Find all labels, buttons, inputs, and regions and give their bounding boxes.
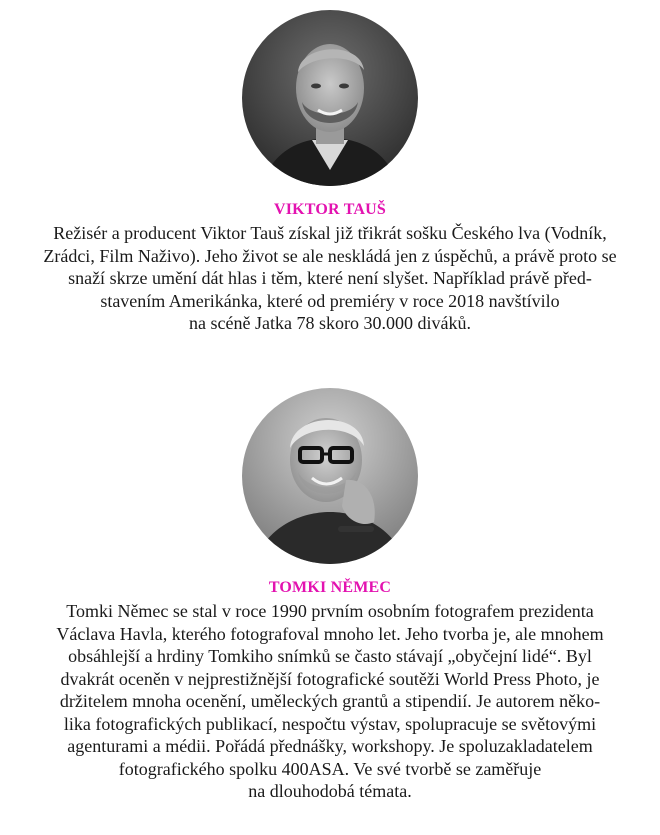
bio-line: agenturami a médii. Pořádá přednášky, workshopy. Je spoluzakladatelem [67, 736, 593, 756]
bio-line: Zrádci, Film Naživo). Jeho život se ale neskládá jen z úspěchů, a právě proto se [43, 245, 617, 266]
portrait-photo-icon [242, 10, 418, 186]
profile-tomki-nemec [0, 388, 660, 803]
bio-line: stavením Amerikánka, které od premiéry v roce 2018 navštívilo [100, 290, 560, 311]
bio-line: na dlouhodobá témata. [248, 781, 412, 801]
bio-line: na scéně Jatka 78 skoro 30.000 diváků. [189, 313, 471, 333]
bio-line: Tomki Němec se stal v roce 1990 prvním osobním fotografem prezidenta [66, 601, 594, 621]
profile-viktor-taus [0, 10, 660, 335]
bio-line: Režisér a producent Viktor Tauš získal již třikrát sošku Českého lva (Vodník, [53, 223, 607, 243]
bio-line: lika fotografických publikací, nespočtu výstav, spolupracuje se světovými [63, 713, 597, 734]
person-bio [0, 222, 660, 335]
person-name: VIKTOR TAUŠ [273, 201, 386, 218]
bio-line: Václava Havla, kterého fotografoval mnoho let. Jeho tvorba je, ale mnohem [56, 623, 604, 644]
person-name: TOMKI NĚMEC [268, 579, 392, 596]
bio-line: fotografického spolku 400ASA. Ve své tvorbě se zaměřuje [118, 758, 542, 779]
bio-line: držitelem mnoha ocenění, uměleckých grantů a stipendií. Je autorem něko- [59, 691, 601, 711]
portrait-photo-icon [242, 388, 418, 564]
bio-line: dvakrát oceněn v nejprestižnější fotografické soutěži World Press Photo, je [60, 668, 600, 689]
person-bio [0, 600, 660, 803]
bio-line: obsáhlejší a hrdiny Tomkiho snímků se často stávají „obyčejní lidé“. Byl [68, 646, 592, 666]
bio-line: snaží skrze umění dát hlas i těm, které není slyšet. Například právě před- [68, 268, 592, 288]
